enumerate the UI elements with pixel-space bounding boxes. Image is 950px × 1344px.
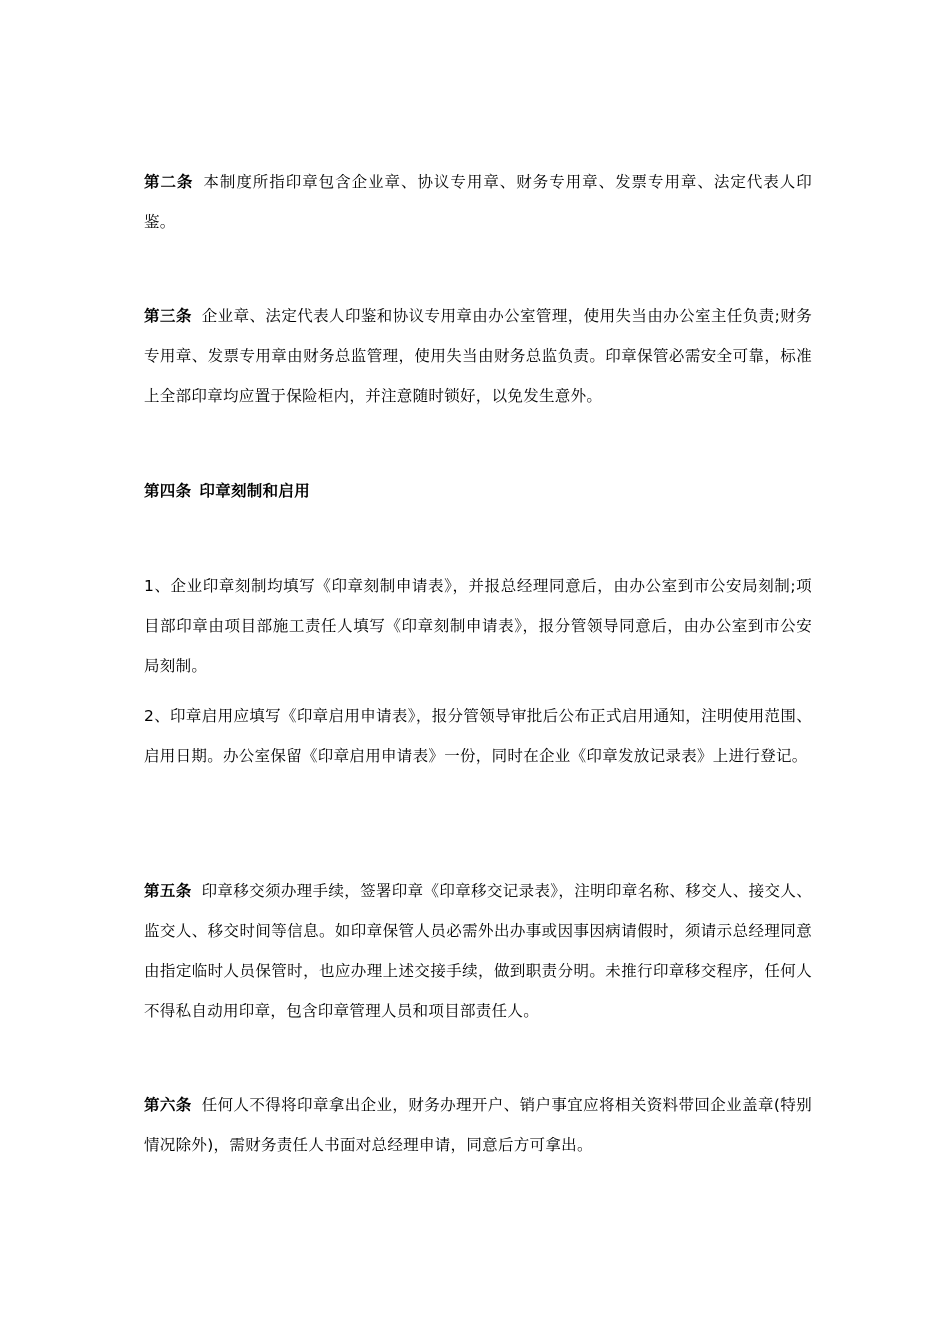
article-3-paragraph (144, 296, 812, 416)
article-3-text: 企业章、法定代表人印鉴和协议专用章由办公室管理，使用失当由办公室主任负责;财务专用章、发票专用章由财务总监管理，使用失当由财务总监负责。印章保管必需安全可靠，标准上全部印章均应置于保险柜内，并注意随时锁好，以免发生意外。 (144, 307, 812, 405)
list-item: 1、企业印章刻制均填写《印章刻制申请表》，并报总经理同意后，由办公室到市公安局刻制;项目部印章由项目部施工责任人填写《印章刻制申请表》，报分管领导同意后，由办公室到市公安局刻制。 (144, 577, 812, 675)
article-4-label: 第四条 (144, 482, 192, 500)
article-5-label: 第五条 (144, 882, 192, 900)
article-2-paragraph (144, 162, 812, 242)
list-item: 2、印章启用应填写《印章启用申请表》，报分管领导审批后公布正式启用通知，注明使用范围、启用日期。办公室保留《印章启用申请表》一份，同时在企业《印章发放记录表》上进行登记。 (144, 707, 812, 765)
article-4-item-1 (144, 566, 812, 686)
article-3 (144, 296, 812, 416)
article-6-paragraph (144, 1085, 812, 1165)
article-4-item-2 (144, 696, 812, 776)
article-6-text: 任何人不得将印章拿出企业，财务办理开户、销户事宜应将相关资料带回企业盖章(特别情况除外)，需财务责任人书面对总经理申请，同意后方可拿出。 (144, 1096, 812, 1154)
article-6-label: 第六条 (144, 1096, 192, 1114)
article-6 (144, 1085, 812, 1165)
article-3-label: 第三条 (144, 307, 192, 325)
article-5-text: 印章移交须办理手续，签署印章《印章移交记录表》，注明印章名称、移交人、接交人、监交人、移交时间等信息。如印章保管人员必需外出办事或因事因病请假时，须请示总经理同意由指定临时人员保管时，也应办理上述交接手续，做到职责分明。未推行印章移交程序，任何人不得私自动用印章，包含印章管理人员和项目部责任人。 (144, 882, 812, 1020)
article-5 (144, 871, 812, 1031)
article-5-paragraph (144, 871, 812, 1031)
article-2 (144, 162, 812, 242)
article-4-paragraph (144, 471, 812, 511)
article-2-text: 本制度所指印章包含企业章、协议专用章、财务专用章、发票专用章、法定代表人印鉴。 (144, 173, 812, 231)
article-4-heading (144, 471, 812, 511)
article-2-label: 第二条 (144, 173, 194, 191)
article-4-title: 印章刻制和启用 (199, 482, 311, 500)
